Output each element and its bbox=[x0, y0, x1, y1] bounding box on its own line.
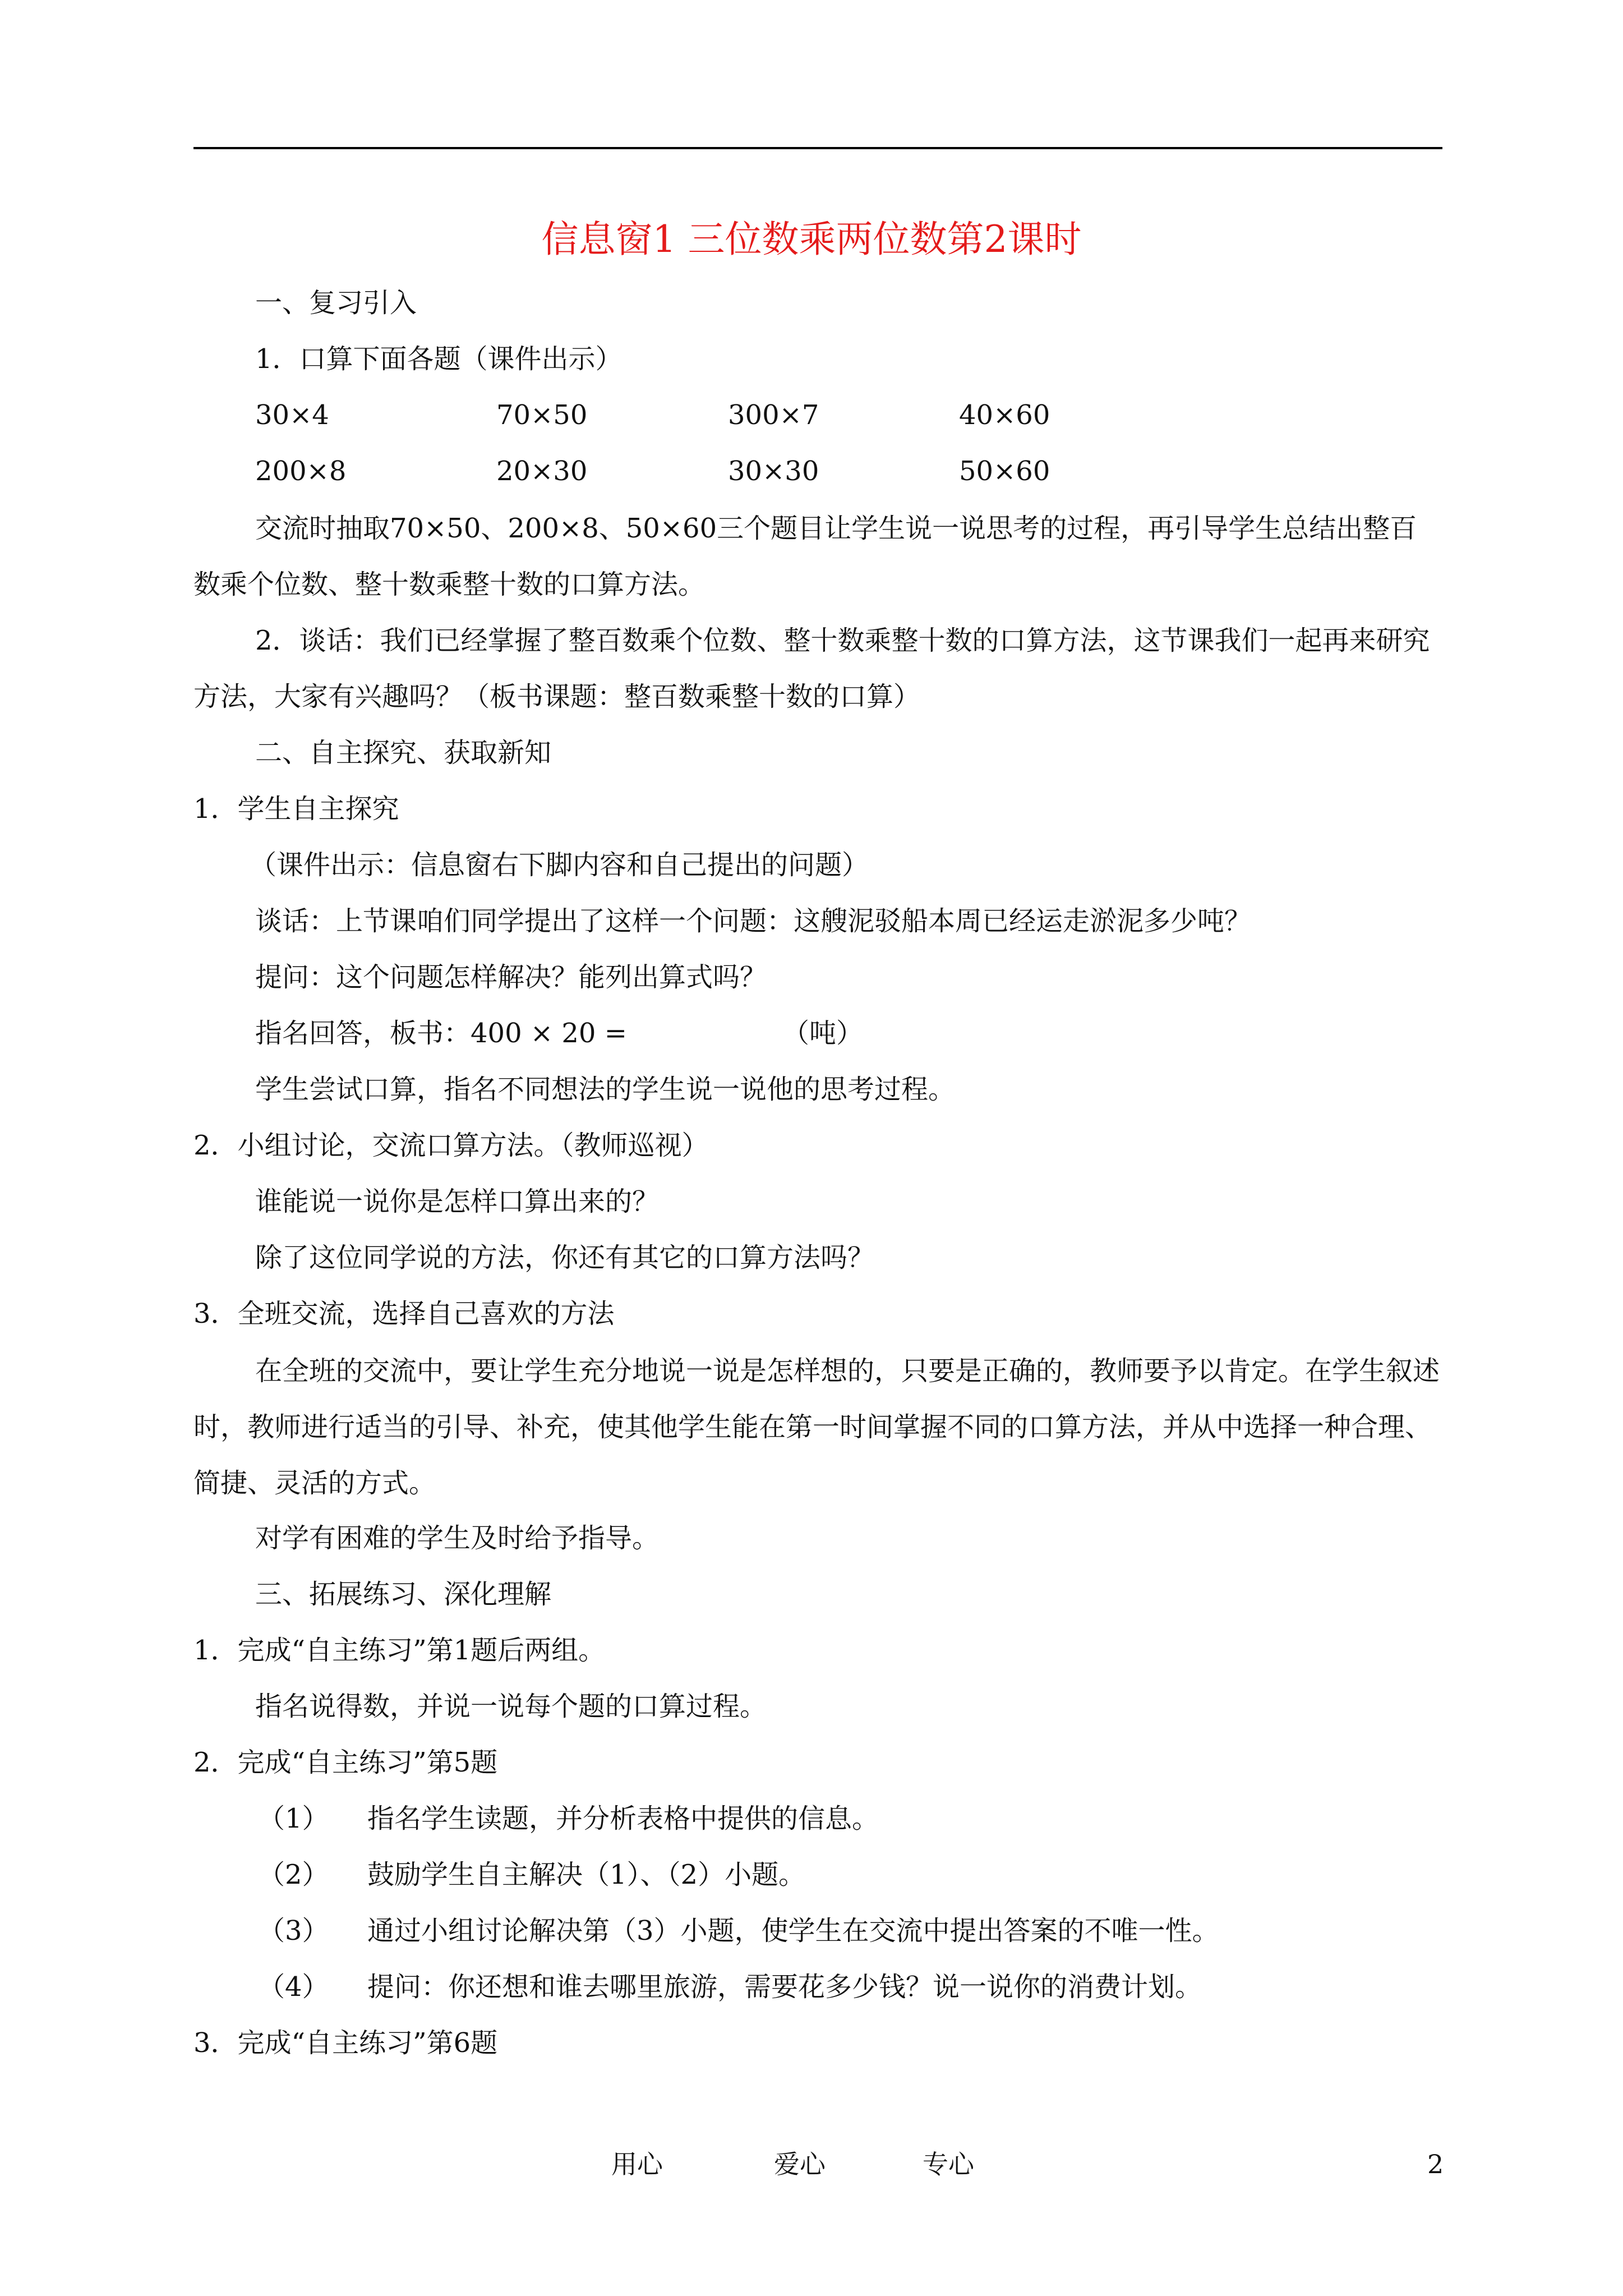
sub-item-number: （4） bbox=[258, 1971, 329, 2003]
text-line: 除了这位同学说的方法，你还有其它的口算方法吗？ bbox=[255, 1242, 875, 1273]
calc-item: 40×60 bbox=[959, 399, 1050, 431]
sub-item-text: 鼓励学生自主解决（1）、（2）小题。 bbox=[367, 1859, 806, 1890]
item-3-1: 1．完成“自主练习”第1题后两组。 bbox=[193, 1635, 606, 1666]
page-title: 信息窗1 三位数乘两位数第2课时 bbox=[541, 218, 1082, 261]
sub-item-number: （1） bbox=[258, 1803, 329, 1834]
paragraph: 2．谈话：我们已经掌握了整百数乘个位数、整十数乘整十数的口算方法，这节课我们一起再来研究方法，大家有兴趣吗？（板书课题：整百数乘整十数的口算） bbox=[193, 625, 1430, 712]
calc-item: 200×8 bbox=[255, 455, 347, 487]
sub-item-text: 通过小组讨论解决第（3）小题，使学生在交流中提出答案的不唯一性。 bbox=[367, 1915, 1219, 1947]
header-rule bbox=[193, 147, 1442, 149]
page-number: 2 bbox=[1427, 2149, 1444, 2179]
item-2-3: 3．全班交流，选择自己喜欢的方法 bbox=[193, 1298, 615, 1329]
calc-item: 50×60 bbox=[959, 455, 1050, 487]
sub-item-text: 指名学生读题，并分析表格中提供的信息。 bbox=[367, 1803, 879, 1834]
text-line: 指名说得数，并说一说每个题的口算过程。 bbox=[255, 1691, 767, 1722]
sub-item-text: 提问：你还想和谁去哪里旅游，需要花多少钱？说一说你的消费计划。 bbox=[367, 1971, 1202, 2003]
footer-text: 爱心 bbox=[774, 2149, 826, 2179]
paragraph: 交流时抽取70×50、200×8、50×60三个题目让学生说一说思考的过程，再引导学生总结出整百数乘个位数、整十数乘整十数的口算方法。 bbox=[193, 513, 1417, 600]
unit-ton: （吨） bbox=[782, 1018, 864, 1049]
item-2-1: 1．学生自主探究 bbox=[193, 793, 399, 825]
board-line: 指名回答，板书：400 × 20 = bbox=[255, 1018, 627, 1049]
section-heading-1: 一、复习引入 bbox=[255, 287, 417, 319]
text-line: （课件出示：信息窗右下脚内容和自己提出的问题） bbox=[250, 849, 869, 881]
sub-item-number: （2） bbox=[258, 1859, 329, 1890]
text-line: 学生尝试口算，指名不同想法的学生说一说他的思考过程。 bbox=[255, 1074, 956, 1105]
sub-item-number: （3） bbox=[258, 1915, 329, 1947]
item-2-2: 2．小组讨论，交流口算方法。（教师巡视） bbox=[193, 1130, 709, 1161]
calc-item: 70×50 bbox=[496, 399, 588, 431]
text-line: 谈话：上节课咱们同学提出了这样一个问题：这艘泥驳船本周已经运走淤泥多少吨？ bbox=[255, 905, 1252, 937]
text-line: 对学有困难的学生及时给予指导。 bbox=[255, 1522, 660, 1554]
paragraph: 在全班的交流中，要让学生充分地说一说是怎样想的，只要是正确的，教师要予以肯定。在学生叙述时，教师进行适当的引导、补充，使其他学生能在第一时间掌握不同的口算方法，并从中选择一种合理、简捷、灵活的方式。 bbox=[193, 1355, 1440, 1499]
item-3-3: 3．完成“自主练习”第6题 bbox=[193, 2027, 498, 2059]
calc-item: 20×30 bbox=[496, 455, 588, 487]
calc-item: 30×30 bbox=[728, 455, 819, 487]
item-3-2: 2．完成“自主练习”第5题 bbox=[193, 1747, 498, 1778]
footer-text: 用心 bbox=[611, 2149, 663, 2179]
item-1-1: 1．口算下面各题（课件出示） bbox=[255, 343, 623, 375]
text-line: 谁能说一说你是怎样口算出来的？ bbox=[255, 1186, 660, 1217]
calc-item: 300×7 bbox=[728, 399, 819, 431]
footer-text: 专心 bbox=[923, 2149, 974, 2179]
section-heading-3: 三、拓展练习、深化理解 bbox=[255, 1579, 552, 1610]
text-line: 提问：这个问题怎样解决？能列出算式吗？ bbox=[255, 961, 767, 993]
section-heading-2: 二、自主探究、获取新知 bbox=[255, 737, 552, 769]
calc-item: 30×4 bbox=[255, 399, 329, 431]
